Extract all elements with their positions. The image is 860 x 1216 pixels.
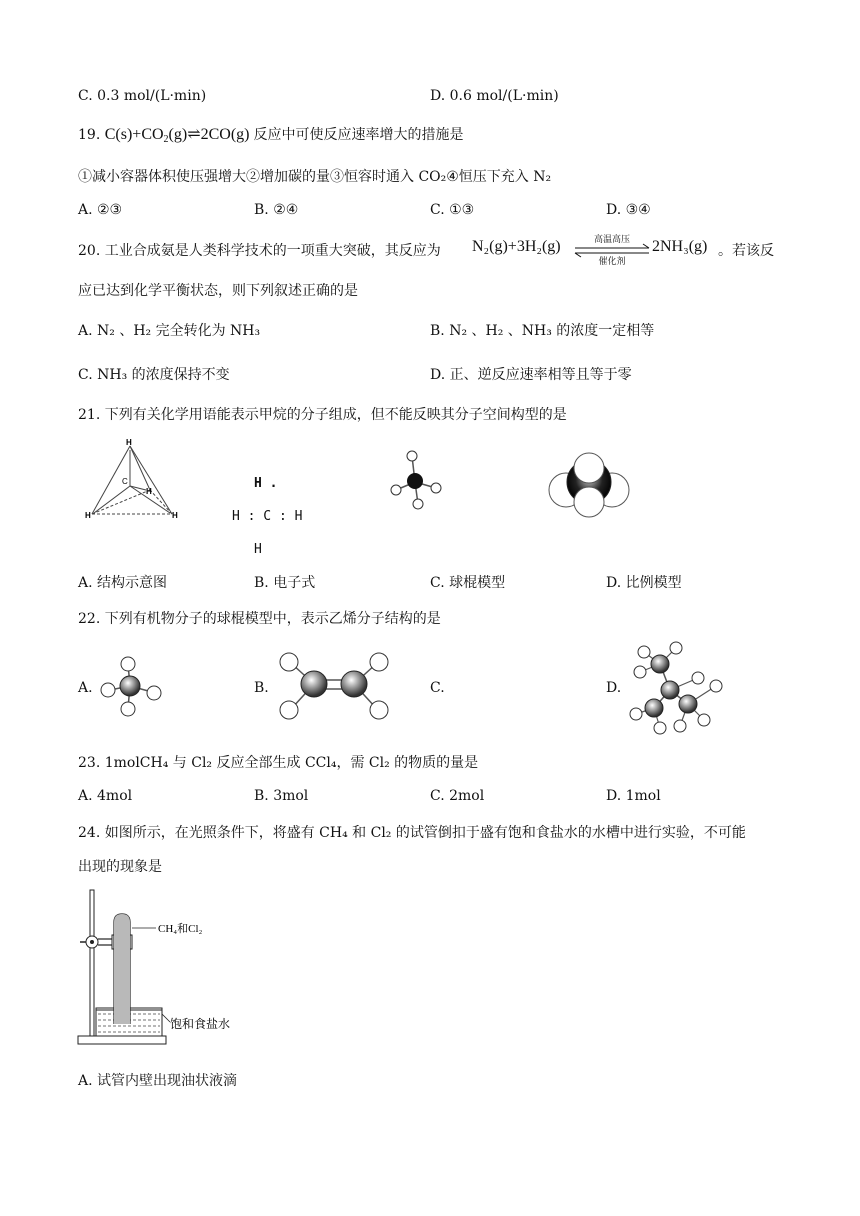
label-gas-mixture: CH₄和Cl₂ xyxy=(158,923,203,935)
q21-option-b: B. 电子式 xyxy=(254,575,316,591)
q19-measures: ①减小容器体积使压强增大②增加碳的量③恒容时通入 CO₂④恒压下充入 N₂ xyxy=(78,169,552,185)
q20-stem-prefix: 工业合成氨是人类科学技术的一项重大突破，其反应为 xyxy=(104,243,441,259)
label-h-right: H xyxy=(146,487,152,496)
q21-stem-text: 下列有关化学用语能表示甲烷的分子组成，但不能反映其分子空间构型的是 xyxy=(104,407,567,423)
methane-structure-diagram xyxy=(80,436,190,526)
q23-option-a: A. 4mol xyxy=(78,788,133,804)
electron-formula-middle: H : C : H xyxy=(232,509,303,524)
q20-stem-suffix: 。若该反 xyxy=(718,243,774,259)
q24-stem-line1 xyxy=(78,822,746,842)
label-c: C xyxy=(122,477,128,486)
q22-stem-text: 下列有机物分子的球棍模型中，表示乙烯分子结构的是 xyxy=(104,611,441,627)
q22-option-a: A. xyxy=(78,680,93,696)
q18-option-d: D. 0.6 mol/(L·min) xyxy=(430,88,559,104)
q19-stem xyxy=(78,124,464,145)
eq-carbon: C xyxy=(104,126,116,143)
q22-option-d: D. xyxy=(606,680,622,696)
label-h-bottom-right: H xyxy=(172,511,178,520)
eq-state-s: s xyxy=(120,126,127,143)
q19-equation: $C(s)+CO_2(g)\rightleftharpoons 2CO(g)$ xyxy=(104,126,254,145)
q21-number: 21. xyxy=(78,407,101,423)
q20-option-c: C. NH₃ 的浓度保持不变 xyxy=(78,367,230,383)
q23-option-c: C. 2mol xyxy=(430,788,485,804)
experiment-apparatus-diagram xyxy=(76,886,231,1052)
eq-state-g1: g xyxy=(173,126,182,143)
q19-option-c: C. ①③ xyxy=(430,202,475,218)
q21-option-c: C. 球棍模型 xyxy=(430,575,506,591)
label-h-left: H xyxy=(85,511,91,520)
q22-option-b: B. xyxy=(254,680,269,696)
q24-stem-line2: 出现的现象是 xyxy=(78,859,162,875)
q20-stem-line1 xyxy=(78,240,441,260)
q23-option-d: D. 1mol xyxy=(606,788,661,804)
methane-space-filling-model xyxy=(548,452,630,518)
q23-stem: 23. 1molCH₄ 与 Cl₂ 反应全部生成 CCl₄，需 Cl₂ 的物质的量是 xyxy=(78,755,479,771)
q20-stem-line2: 应已达到化学平衡状态，则下列叙述正确的是 xyxy=(78,283,358,299)
eq-state-g2: g xyxy=(236,126,245,143)
q19-option-d: D. ③④ xyxy=(606,202,651,218)
molecule-a-ball-stick xyxy=(100,654,164,718)
q24-number: 24. xyxy=(78,825,101,841)
q20-arrow-top-label: 高温高压 xyxy=(593,235,630,245)
q20-option-d: D. 正、逆反应速率相等且等于零 xyxy=(430,367,632,383)
q20-eq-left: N₂(g)+3H₂(g) xyxy=(472,238,561,255)
electron-formula-top: H . xyxy=(254,476,278,491)
q24-option-a: A. 试管内壁出现油状液滴 xyxy=(78,1073,238,1089)
q21-option-a: A. 结构示意图 xyxy=(78,575,168,591)
q19-stem-suffix: 反应中可使反应速率增大的措施是 xyxy=(253,127,464,143)
methane-ball-stick-model xyxy=(388,448,444,510)
q20-eq-right: 2NH₃(g) xyxy=(652,238,708,255)
q21-stem xyxy=(78,404,567,424)
electron-formula-bottom: H xyxy=(254,542,262,557)
q22-option-c: C. xyxy=(430,680,445,696)
q20-number: 20. xyxy=(78,243,101,259)
label-h-top: H xyxy=(126,438,132,447)
q20-option-b: B. N₂ 、H₂ 、NH₃ 的浓度一定相等 xyxy=(430,323,655,339)
q20-option-a: A. N₂ 、H₂ 完全转化为 NH₃ xyxy=(78,323,261,339)
q19-number: 19. xyxy=(78,127,101,143)
molecule-d-ball-stick xyxy=(626,642,726,734)
eq-2co: 2CO xyxy=(200,126,231,143)
molecule-b-ball-stick-ethylene xyxy=(278,652,392,720)
q20-arrow-bottom-label: 催化剂 xyxy=(598,257,626,267)
q18-option-c: C. 0.3 mol/(L·min) xyxy=(78,88,207,104)
q21-option-d: D. 比例模型 xyxy=(606,575,682,591)
q22-number: 22. xyxy=(78,611,101,627)
eq-co2: CO xyxy=(141,126,164,143)
label-saturated-brine: 饱和食盐水 xyxy=(170,1017,231,1031)
q19-option-a: A. ②③ xyxy=(78,202,123,218)
q23-option-b: B. 3mol xyxy=(254,788,309,804)
q19-option-b: B. ②④ xyxy=(254,202,299,218)
q22-stem xyxy=(78,608,441,628)
q24-stem-text: 如图所示，在光照条件下，将盛有 CH₄ 和 Cl₂ 的试管倒扣于盛有饱和食盐水的水槽中进行实验，不可能 xyxy=(104,825,746,841)
